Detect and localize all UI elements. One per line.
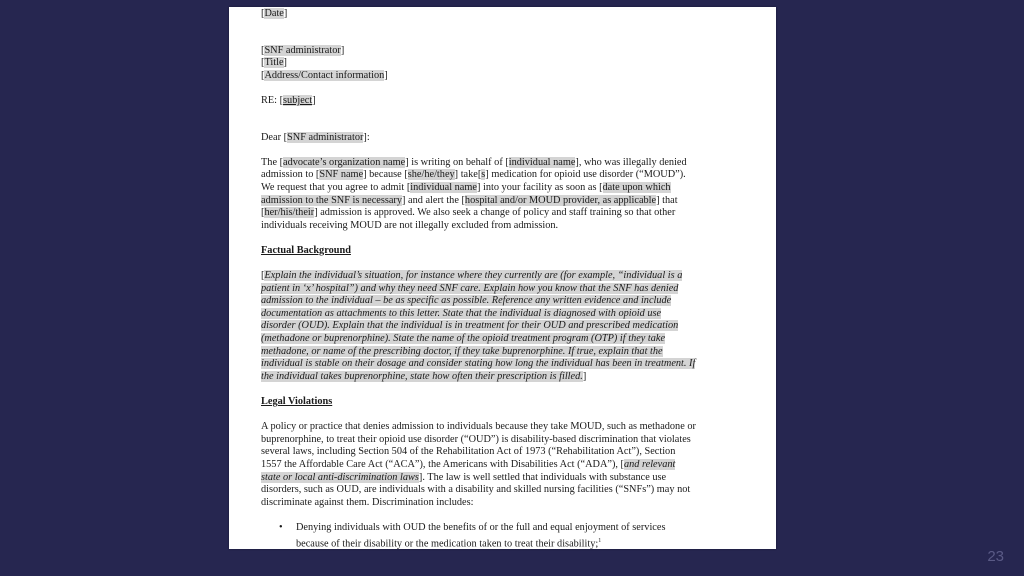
slide-number: 23 — [987, 548, 1004, 565]
recipient-line: [Address/Contact information] — [261, 69, 388, 81]
bullet-icon: • — [279, 521, 283, 533]
legal-line: A policy or practice that denies admission to individuals because they take MOUD, such as methadone or — [261, 421, 696, 433]
legal-line: discriminate against them. Discrimination includes: — [261, 496, 474, 508]
intro-text: because — [369, 169, 402, 181]
recipient-line: [Title] — [261, 57, 287, 69]
intro-paragraph: The [advocate’s organization name] is writing on behalf of [individual name], who was illegally denied admission to [SNF name] because [she/he/they] take[s] medication for opioid use disorder (“MOUD”). We request that you agree to admit [individual name] into your facility as soon as [date upon which admission to the SNF is necessary] and alert the [hospital and/or MOUD provider, as applicable] that [her/his/their] admission is approved. We also seek a change of policy and staff training so that other individuals receiving MOUD are not illegally excluded from admission. — [261, 156, 687, 231]
intro-text: into your facility as soon as — [482, 181, 597, 193]
factual-line: patient in ‘x’ hospital”) and why they need SNF care. Explain how you know that the SNF has denied — [261, 282, 679, 294]
snf-name-field: SNF name — [319, 169, 364, 181]
recipient-title-field: Title — [264, 57, 284, 69]
footnote-marker[interactable]: 1 — [598, 537, 602, 544]
intro-text: medication for opioid use disorder (“MOUD”). — [491, 169, 686, 181]
recipient-line: [SNF administrator] — [261, 44, 345, 56]
legal-line: . The law is well settled that individuals with substance use — [422, 471, 667, 483]
intro-text: individuals receiving MOUD are not illegally excluded from admission. — [261, 219, 559, 231]
factual-line: the individual takes buprenorphine, state how often their prescription is filled. — [261, 370, 583, 382]
intro-text: , who was illegally denied — [578, 156, 687, 168]
bullet-line: because of their disability or the medication taken to treat their disability; — [296, 537, 599, 549]
letter-body — [261, 7, 731, 549]
salutation-suffix: : — [366, 131, 370, 143]
individual-name-field: individual name — [410, 181, 477, 193]
intro-text: is writing on behalf of — [411, 156, 503, 168]
salutation-prefix: Dear — [261, 131, 282, 143]
intro-text: We request that you agree to admit — [261, 181, 405, 193]
intro-text: and alert the — [408, 194, 459, 206]
intro-text: The — [261, 156, 278, 168]
recipient-address-field: Address/Contact information — [264, 69, 385, 81]
legal-paragraph: A policy or practice that denies admission to individuals because they take MOUD, such as methadone or buprenorphine, to treat their opioid use disorder (“OUD”) is disability-based discrimination that violates several laws, including Section 504 of the Rehabilitation Act of 1973 (“Rehabilitation Act”), Section 1557 the Affordable Care Act (“ACA”), the Americans with Disabilities Act (“ADA”), [and relevant state or local anti-discrimination laws]. The law is well settled that individuals with substance use disorders, such as OUD, are individuals with a disability and skilled nursing facilities (“SNFs”) may not discriminate against them. Discrimination includes: — [261, 421, 731, 509]
intro-text: admission is approved. We also seek a change of policy and staff training so that other — [320, 207, 676, 219]
organization-name-field: advocate’s organization name — [283, 156, 406, 168]
bullet-item — [279, 522, 731, 549]
legal-line: disorders, such as OUD, are individuals with a disability and skilled nursing facilities (“SNFs”) may not — [261, 484, 691, 496]
intro-text: admission to — [261, 169, 314, 181]
factual-line: admission to the individual – be as specific as possible. Reference any written evidence and include — [261, 295, 672, 307]
factual-line: Explain the individual’s situation, for instance where they currently are (for example, “individual is a — [264, 270, 683, 282]
letter-page — [229, 7, 776, 549]
pronoun-field: she/he/they — [407, 169, 455, 181]
date-line: [Date] — [261, 8, 288, 19]
intro-text: take — [460, 169, 478, 181]
legal-line: 1557 the Affordable Care Act (“ACA”), the Americans with Disabilities Act (“ADA”), — [261, 459, 618, 470]
factual-line: individual is stable on their dosage and consider stating how long the individual has been in treatment. If — [261, 358, 696, 370]
legal-line: several laws, including Section 504 of the Rehabilitation Act of 1973 (“Rehabilitation Act”), Section — [261, 446, 676, 458]
state-laws-field: state or local anti-discrimination laws — [261, 471, 419, 483]
state-laws-field: and relevant — [623, 459, 676, 470]
re-label: RE: — [261, 94, 278, 106]
factual-line: (methadone or buprenorphine). State the name of the opioid treatment program (OTP) if they take — [261, 333, 666, 345]
legal-violations-heading: Legal Violations — [261, 396, 333, 408]
factual-line: documentation as attachments to this letter. State that the individual is diagnosed with opioid use — [261, 307, 662, 319]
bullet-line: Denying individuals with OUD the benefits of or the full and equal enjoyment of services — [296, 521, 666, 533]
intro-text: that — [662, 194, 678, 206]
salutation: Dear [SNF administrator]: — [261, 131, 370, 143]
salutation-name-field: SNF administrator — [287, 131, 364, 143]
factual-background-paragraph: [Explain the individual’s situation, for instance where they currently are (for example, “individual is a patient in ‘x’ hospital”) and why they need SNF care. Explain how you know that the SNF has denied admission to the individual – be as specific as possible. Reference any written evidence and include documentation as attachments to this letter. State that the individual is diagnosed with opioid use disorder (OUD). Explain that the individual is in treatment for their OUD and prescribed medication (methadone or buprenorphine). State the name of the opioid treatment program (OTP) if they take methadone, or name of the prescribing doctor, if they take buprenorphine. If true, explain that the individual is stable on their dosage and consider stating how long the individual has been in treatment. If the individual takes buprenorphine, state how often their prescription is filled.] — [261, 270, 696, 382]
re-subject-field: subject — [283, 94, 313, 106]
legal-line: buprenorphine, to treat their opioid use disorder (“OUD”) is disability-based discrimination that violates — [261, 433, 691, 445]
admission-date-field: admission to the SNF is necessary — [261, 194, 402, 206]
re-line: RE: [subject] — [261, 94, 316, 106]
factual-background-heading: Factual Background — [261, 244, 351, 256]
recipient-name-field: SNF administrator — [264, 44, 341, 56]
individual-name-field: individual name — [508, 156, 576, 168]
plural-s-field: s — [481, 169, 486, 181]
pronoun-possessive-field: her/his/their — [264, 207, 315, 219]
factual-line: methadone, or name of the prescribing doctor, if they take buprenorphine. If true, explain that the — [261, 345, 663, 357]
date-field: Date — [264, 8, 284, 19]
provider-field: hospital and/or MOUD provider, as applicable — [464, 194, 657, 206]
factual-line: disorder (OUD). Explain that the individual is in treatment for their OUD and prescribed medication — [261, 320, 679, 332]
admission-date-field: date upon which — [602, 181, 671, 193]
